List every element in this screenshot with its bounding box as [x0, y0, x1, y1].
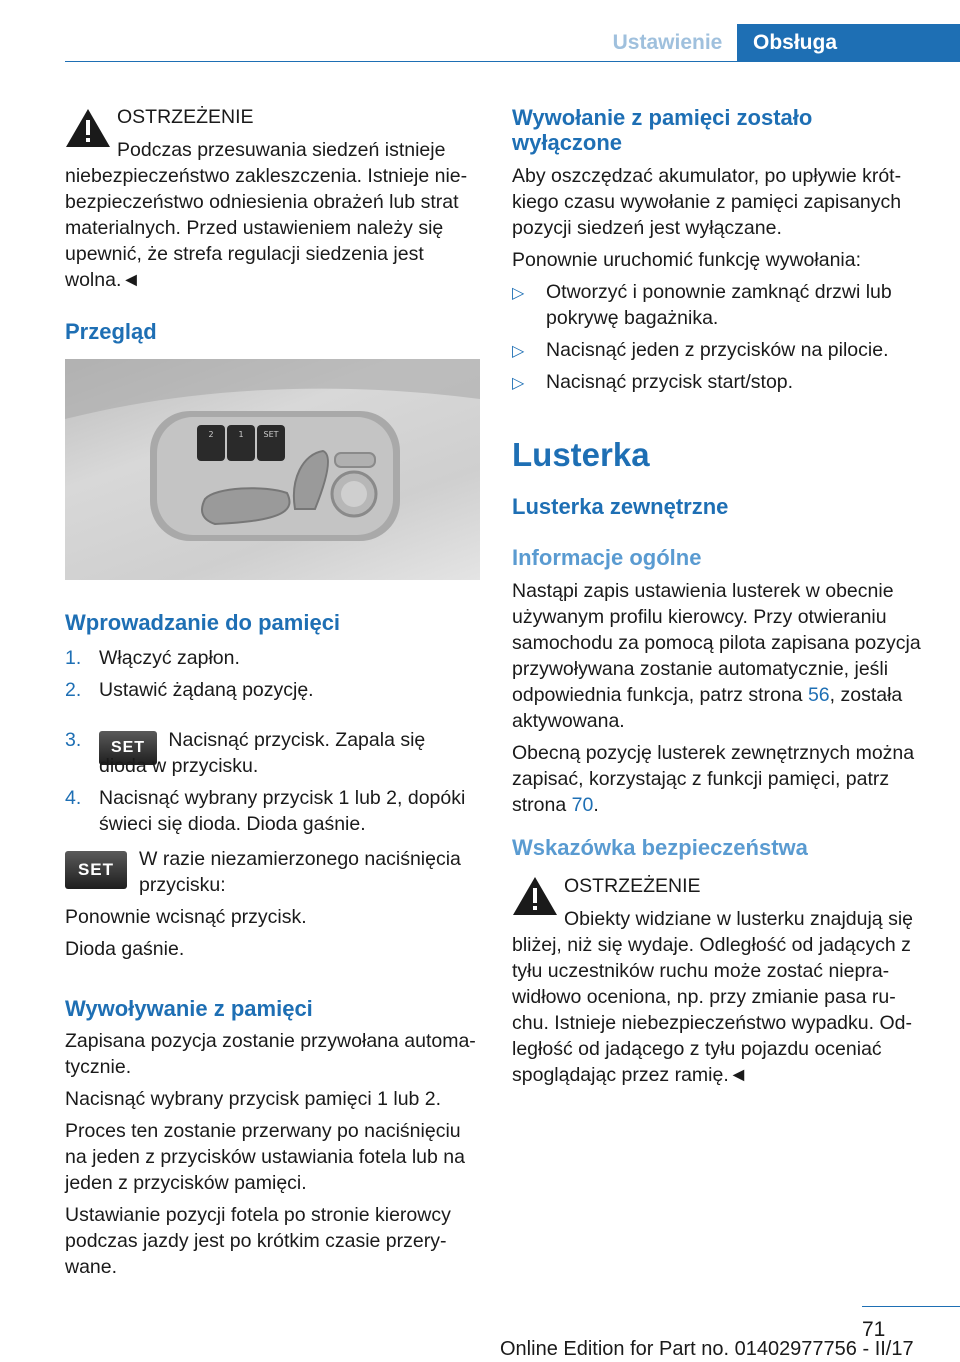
body-text: Aby oszczędzać akumulator, po upływie krót- [512, 165, 902, 187]
recall-text: jeden z przycisków pamięci. [65, 1172, 307, 1194]
subsection-heading-safety: Wskazówka bezpieczeństwa [512, 835, 808, 860]
warning-title: OSTRZEŻENIE [117, 106, 254, 128]
set-button-icon: SET [65, 851, 127, 889]
triangle-bullet-icon: ▷ [512, 285, 525, 302]
triangle-bullet-icon: ▷ [512, 375, 525, 392]
recall-text: tycznie. [65, 1056, 132, 1078]
page-link-70[interactable]: 70 [571, 794, 594, 816]
warning-text: bezpieczeństwo odniesienia obrażeń lub strat [65, 191, 459, 213]
warning-icon [65, 108, 111, 148]
memory-button-1-label: 1 [238, 430, 244, 439]
warning-icon [512, 876, 558, 916]
recall-text: podczas jazdy jest po krótkim czasie przery- [65, 1230, 447, 1252]
recall-text: Proces ten zostanie przerwany po naciśnięciu [65, 1120, 461, 1142]
list-item: 3. SET Nacisnąć przycisk. Zapala się [65, 727, 425, 765]
list-item: ▷ Otworzyć i ponownie zamknąć drzwi lub [512, 279, 892, 307]
section-heading-recall-disabled: wyłączone [512, 130, 623, 155]
body-text: odpowiednia funkcja, patrz strona 56, została [512, 684, 903, 706]
body-text: aktywowana. [512, 710, 625, 732]
section-heading-memory: Wprowadzanie do pamięci [65, 610, 341, 635]
warning-text: wolna.◄ [65, 269, 141, 291]
body-text: Obecną pozycję lusterek zewnętrznych można [512, 742, 915, 764]
warning-text: Obiekty widziane w lusterku znajdują się [564, 908, 914, 930]
list-item: ▷ Nacisnąć jeden z przycisków na pilocie. [512, 337, 889, 365]
body-text: strona 70. [512, 794, 599, 816]
note-text: przycisku: [139, 874, 226, 896]
body-text: samochodu za pomocą pilota zapisana pozycja [512, 632, 921, 654]
warning-text: ległość od jadącego z tyłu pojazdu oceniać [512, 1038, 882, 1060]
body-text: przywoływana zostanie automatycznie, jeśli [512, 658, 889, 680]
header-tab-ustawienie[interactable]: Ustawienie [612, 31, 723, 54]
header-tab-obsluga[interactable]: Obsługa [737, 24, 960, 62]
edition-text: Online Edition for Part no. 01402977756 - II/17 [500, 1338, 914, 1360]
body-text: używanym profilu kierowcy. Przy otwieraniu [512, 606, 887, 628]
recall-text: Ustawianie pozycji fotela po stronie kierowcy [65, 1204, 451, 1226]
note-text: Dioda gaśnie. [65, 938, 185, 960]
warning-text: materialnych. Przed ustawieniem należy się [65, 217, 444, 239]
list-item: 1. Włączyć zapłon. [65, 647, 240, 669]
set-button-label: SET [263, 430, 279, 439]
page-number: 71 [862, 1318, 886, 1341]
set-button-icon: SET [99, 731, 157, 765]
chapter-heading-mirrors: Lusterka [512, 436, 650, 473]
list-item: ▷ Nacisnąć przycisk start/stop. [512, 369, 793, 397]
body-text: zapisać, korzystając z funkcji pamięci, patrz [512, 768, 890, 790]
warning-text: chu. Istnieje niebezpieczeństwo wypadku. Od- [512, 1012, 912, 1034]
list-item: 4. Nacisnąć wybrany przycisk 1 lub 2, dopóki [65, 787, 466, 809]
memory-button-2-label: 2 [208, 430, 214, 439]
warning-text: bliżej, niż się wydaje. Odległość od jadących z [512, 934, 911, 956]
section-heading-recall-disabled: Wywołanie z pamięci zostało [512, 105, 813, 130]
body-text: Nastąpi zapis ustawienia lusterek w obecnie [512, 580, 894, 602]
header-divider [65, 61, 960, 62]
warning-title: OSTRZEŻENIE [564, 875, 701, 897]
body-text: kiego czasu wywołanie z pamięci zapisanych [512, 191, 902, 213]
list-item-cont: dioda w przycisku. [99, 755, 259, 777]
recall-text: Zapisana pozycja zostanie przywołana automa- [65, 1030, 476, 1052]
recall-text: Nacisnąć wybrany przycisk pamięci 1 lub 2. [65, 1088, 442, 1110]
list-item-cont: świeci się dioda. Dioda gaśnie. [99, 813, 366, 835]
page-link-56[interactable]: 56 [807, 684, 830, 706]
section-heading-recall: Wywoływanie z pamięci [65, 996, 313, 1021]
seat-controls-photo [65, 359, 480, 580]
recall-text: na jeden z przycisków ustawiania fotela lub na [65, 1146, 465, 1168]
footer-divider [862, 1306, 960, 1307]
subsection-heading-general: Informacje ogólne [512, 545, 702, 570]
list-item-cont: pokrywę bagażnika. [546, 307, 719, 329]
warning-text: spoglądając przez ramię.◄ [512, 1064, 749, 1086]
section-heading-overview: Przegląd [65, 319, 157, 344]
triangle-bullet-icon: ▷ [512, 343, 525, 360]
warning-text: niebezpieczeństwo zakleszczenia. Istnieje nie- [65, 165, 468, 187]
warning-text: upewnić, że strefa regulacji siedzenia jest [65, 243, 424, 265]
note-text: Ponownie wcisnąć przycisk. [65, 906, 307, 928]
body-text: pozycji siedzeń jest wyłączane. [512, 217, 782, 239]
warning-text: tyłu uczestników ruchu może zostać niepra- [512, 960, 890, 982]
note-text: W razie niezamierzonego naciśnięcia [139, 848, 461, 870]
recall-text: wane. [65, 1256, 118, 1278]
section-heading-ext-mirrors: Lusterka zewnętrzne [512, 494, 729, 519]
warning-text: Podczas przesuwania siedzeń istnieje [117, 139, 446, 161]
body-text: Ponownie uruchomić funkcję wywołania: [512, 249, 862, 271]
warning-text: widłowo oceniona, np. przy zmianie pasa ru- [512, 986, 896, 1008]
list-item: 2. Ustawić żądaną pozycję. [65, 679, 314, 701]
seat-controls-illustration [65, 359, 480, 580]
